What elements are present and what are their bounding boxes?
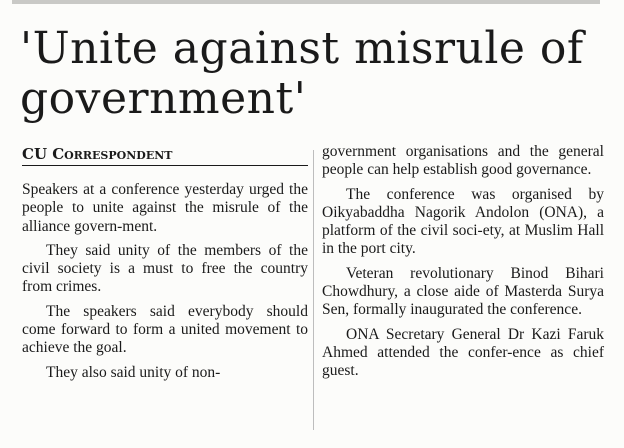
paragraph: The speakers said everybody should come forward to form a united movement to achieve the goal.	[22, 302, 308, 357]
paragraph: government organisations and the general people can help establish good governance.	[322, 143, 604, 179]
column-divider	[313, 150, 314, 430]
paragraph: ONA Secretary General Dr Kazi Faruk Ahmed attended the confer-ence as chief guest.	[322, 325, 604, 380]
byline: CU Correspondent	[22, 145, 308, 166]
right-column	[322, 143, 604, 387]
paragraph: Veteran revolutionary Binod Bihari Chowdhury, a close aide of Masterda Surya Sen, formally inaugurated the conference.	[322, 264, 604, 319]
paragraph: They said unity of the members of the civil society is a must to free the country from crimes.	[22, 241, 308, 296]
left-column	[22, 181, 308, 388]
headline: 'Unite against misrule of government'	[20, 23, 584, 124]
top-rule	[12, 0, 600, 4]
paragraph: They also said unity of non-	[46, 363, 221, 381]
paragraph: Speakers at a conference yesterday urged the people to unite against the misrule of the alliance govern-ment.	[22, 181, 308, 235]
paragraph: The conference was organised by Oikyabaddha Nagorik Andolon (ONA), a platform of the civil soci-ety, at Muslim Hall in the port city.	[322, 185, 604, 258]
